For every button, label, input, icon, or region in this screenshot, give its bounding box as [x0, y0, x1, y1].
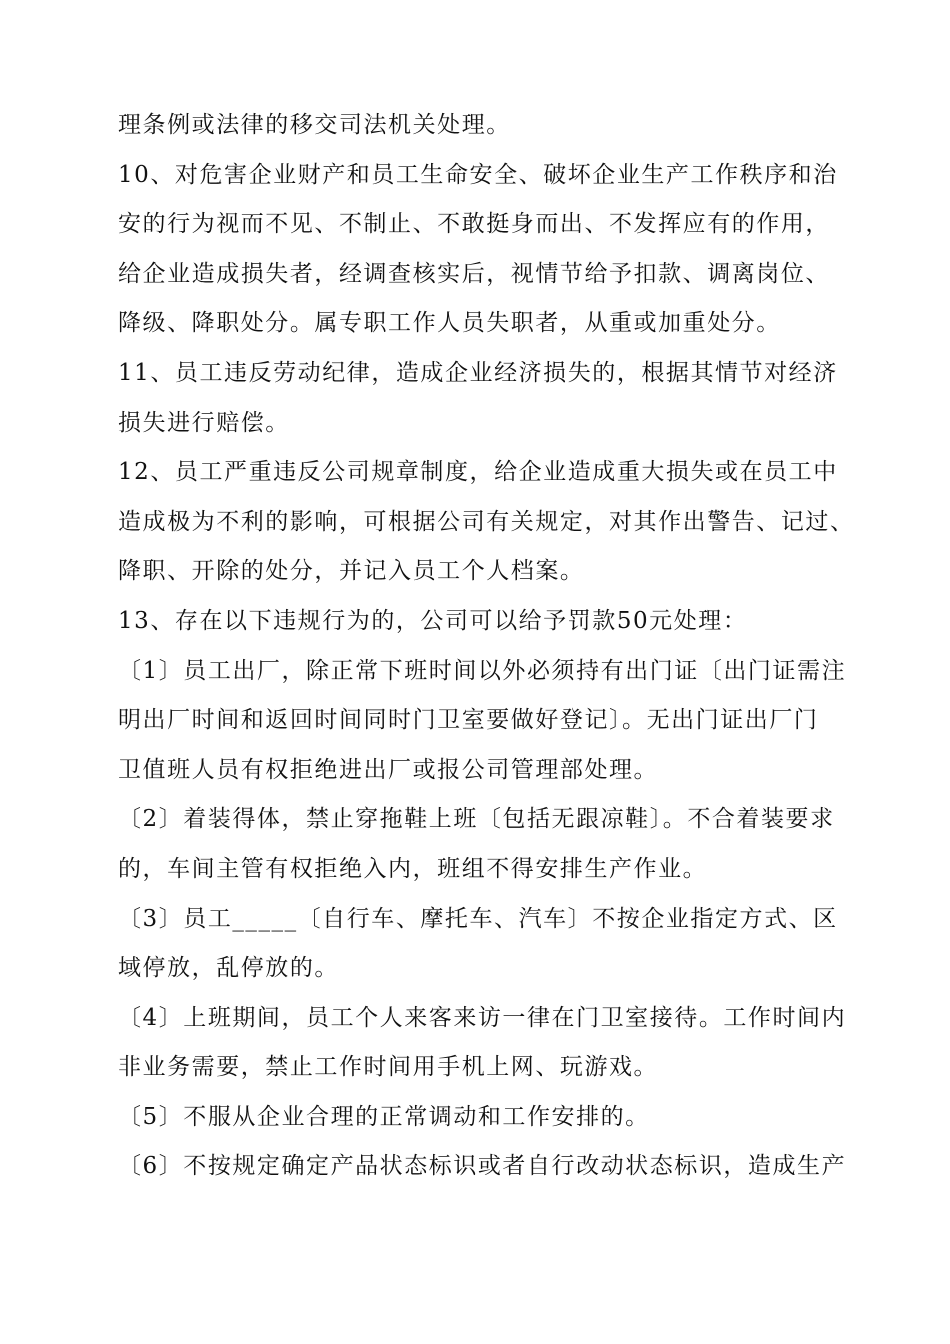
text-line-16: 的，车间主管有权拒绝入内，班组不得安排生产作业。: [118, 855, 708, 882]
text-line-1: 理条例或法律的移交司法机关处理。: [118, 112, 511, 138]
text-line-22: 〔6〕不按规定确定产品状态标识或者自行改动状态标识，造成生产: [118, 1153, 847, 1180]
text-line-6: 11、员工违反劳动纪律，造成企业经济损失的，根据其情节对经济: [118, 359, 838, 386]
text-line-13: 明出厂时间和返回时间同时门卫室要做好登记〕。无出门证出厂门: [118, 707, 819, 734]
text-line-20: 非业务需要，禁止工作时间用手机上网、玩游戏。: [118, 1054, 659, 1081]
text-line-5: 降级、降职处分。属专职工作人员失职者，从重或加重处分。: [118, 310, 781, 337]
text-line-19: 〔4〕上班期间，员工个人来客来访一律在门卫室接待。工作时间内: [118, 1004, 847, 1031]
text-line-10: 降职、开除的处分，并记入员工个人档案。: [118, 558, 585, 585]
text-line-12: 〔1〕员工出厂，除正常下班时间以外必须持有出门证〔出门证需注: [118, 657, 847, 684]
document-body: [118, 101, 858, 1192]
text-line-17: 〔3〕员工_____〔自行车、摩托车、汽车〕不按企业指定方式、区: [118, 905, 838, 932]
text-line-11: 13、存在以下违规行为的，公司可以给予罚款50元处理：: [118, 607, 748, 634]
text-line-7: 损失进行赔偿。: [118, 409, 290, 436]
text-line-21: 〔5〕不服从企业合理的正常调动和工作安排的。: [118, 1103, 650, 1130]
text-line-8: 12、员工严重违反公司规章制度，给企业造成重大损失或在员工中: [118, 459, 838, 486]
text-line-4: 给企业造成损失者，经调查核实后，视情节给予扣款、调离岗位、: [118, 260, 830, 287]
text-line-14: 卫值班人员有权拒绝进出厂或报公司管理部处理。: [118, 756, 659, 783]
text-line-15: 〔2〕着装得体，禁止穿拖鞋上班〔包括无跟凉鞋〕。不合着装要求: [118, 806, 835, 833]
text-line-2: 10、对危害企业财产和员工生命安全、破坏企业生产工作秩序和治: [118, 161, 838, 188]
text-line-3: 安的行为视而不见、不制止、不敢挺身而出、不发挥应有的作用，: [118, 211, 830, 238]
text-line-9: 造成极为不利的影响，可根据公司有关规定，对其作出警告、记过、: [118, 508, 855, 535]
text-line-18: 域停放，乱停放的。: [118, 955, 339, 982]
